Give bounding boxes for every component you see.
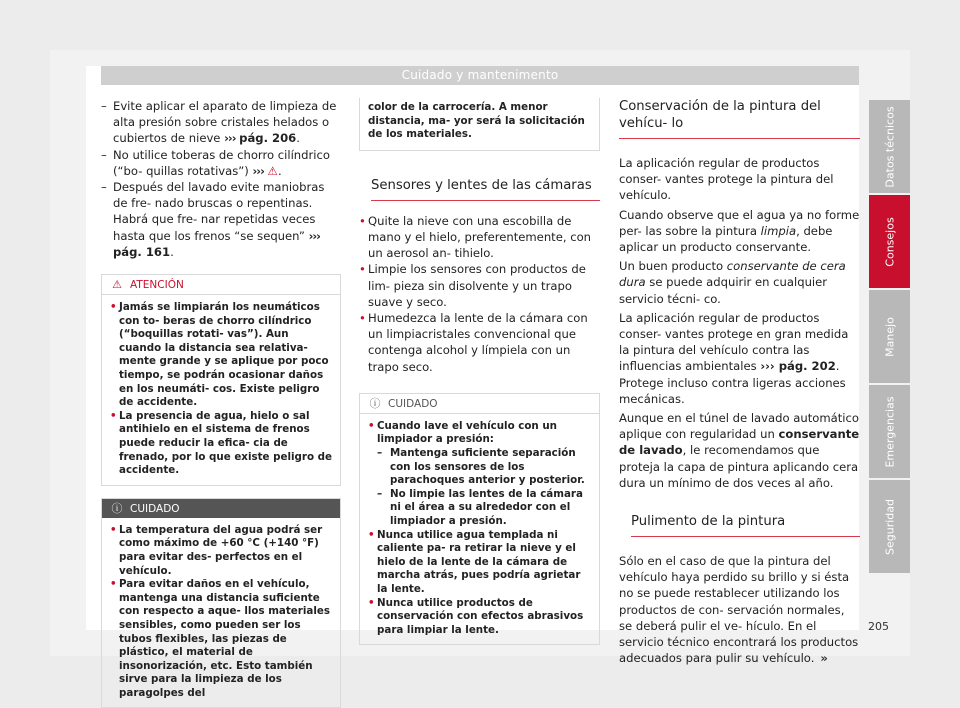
paragraph: Sólo en el caso de que la pintura del vehículo haya perdido su brillo y si ésta no se puede restablecer utilizando los productos de con- servación normales, se deberá pulir el ve- hículo. En el servicio técnico encontrará los productos adecuados para pulir su vehículo. » xyxy=(619,554,859,666)
tab-emergencias[interactable]: Emergencias xyxy=(869,385,910,478)
list-item: – Evite aplicar el aparato de limpieza de alta presión sobre cristales helados o cubiertos de nieve ››› pág. 206. xyxy=(101,98,341,147)
list-item: • La presencia de agua, hielo o sal antihielo en el sistema de frenos puede reducir la efica- cia de frenado, por lo que existe peligro de accidente. xyxy=(110,410,332,478)
list-item: • Cuando lave el vehículo con un limpiador a presión: xyxy=(368,420,591,447)
list-item: • Limpie los sensores con productos de lim- pieza sin disolvente y un trapo suave y seco. xyxy=(359,261,600,310)
caution-box-continued: color de la carrocería. A menor distancia, ma- yor será la solicitación de los materiales. xyxy=(359,98,600,151)
list-item: – No utilice toberas de chorro cilíndrico (“bo- quillas rotativas”) ››› ⚠. xyxy=(101,147,341,179)
paragraph: La aplicación regular de productos conser- vantes protege la pintura del vehículo. xyxy=(619,156,834,203)
page-reference-link[interactable]: ››› pág. 202 xyxy=(760,359,836,374)
list-item: • La temperatura del agua podrá ser como máximo de +60 °C (+140 °F) para evitar des- perfectos en el vehículo. xyxy=(110,524,332,578)
paragraph: La aplicación regular de productos conser- vantes protege en gran medida la pintura del vehículo contra las influencias ambientales ››› pág. 202. Protege incluso contra ligeras acciones mecánicas. xyxy=(619,310,849,406)
side-tabs xyxy=(869,100,910,575)
caution-box xyxy=(359,393,600,646)
list-item: • Humedezca la lente de la cámara con un limpiacristales convencional que contenga alcohol y límpiela con un trapo seco. xyxy=(359,310,600,375)
running-header: Cuidado y mantenimento xyxy=(101,66,859,85)
list-item: – Después del lavado evite maniobras de fre- nado bruscas o repentinas. Habrá que fre- nar repetidas veces hasta que los frenos “se sequen” ››› pág. 161. xyxy=(101,179,341,260)
column-3 xyxy=(619,98,860,669)
caution-body xyxy=(102,518,340,708)
list-item: • Quite la nieve con una escobilla de mano y el hielo, preferentemente, con un aerosol an- tihielo. xyxy=(359,213,600,262)
list-item: • Para evitar daños en el vehículo, mantenga una distancia suficiente con respecto a aque- llos materiales sensibles, como pueden ser los tubos flexibles, las piezas de plástico, el material de insonorización, etc. Esto también sirve para la limpieza de los paragolpes del xyxy=(110,578,332,700)
page-reference-link[interactable]: pág. 206 xyxy=(239,131,297,146)
tab-seguridad[interactable]: Seguridad xyxy=(869,480,910,573)
list-item: – No limpie las lentes de la cámara ni el área a su alrededor con el limpiador a presión. xyxy=(368,488,591,529)
caution-box xyxy=(101,498,341,708)
section-title: Pulimento de la pintura xyxy=(631,513,860,537)
list-item: • Nunca utilice agua templada ni caliente pa- ra retirar la nieve y el hielo de la lente de la cámara de marcha atrás, pues podría agrietar la lente. xyxy=(368,529,591,597)
tab-manejo[interactable]: Manejo xyxy=(869,290,910,383)
warning-triangle-icon: ⚠ xyxy=(112,278,122,292)
info-circle-icon: ⓘ xyxy=(111,501,123,515)
column-1 xyxy=(101,98,341,708)
attention-header: ⚠ ATENCIÓN xyxy=(102,275,340,295)
info-circle-icon: ⓘ xyxy=(369,396,381,410)
page-number: 205 xyxy=(868,620,889,633)
list-item: • Nunca utilice productos de conservación con efectos abrasivos para limpiar la lente. xyxy=(368,597,591,638)
section-title: Conservación de la pintura del vehícu- lo xyxy=(619,98,860,139)
tab-datos-tecnicos[interactable]: Datos técnicos xyxy=(869,100,910,193)
paragraph: Aunque en el túnel de lavado automático aplique con regularidad un conservante de lavado, le recomendamos que proteja la capa de pintura aplicando cera dura un mínimo de dos veces al año. xyxy=(619,411,860,490)
paragraph: Un buen producto conservante de cera dura se puede adquirir en cualquier servicio técni- co. xyxy=(619,259,846,306)
section-title: Sensores y lentes de las cámaras xyxy=(371,177,600,201)
continue-arrow-icon: » xyxy=(820,651,828,666)
column-2 xyxy=(359,98,600,645)
paragraph: Cuando observe que el agua ya no forme per- las sobre la pintura limpia, debe aplicar un producto conservante. xyxy=(619,207,860,255)
tab-consejos[interactable]: Consejos xyxy=(869,195,910,288)
warning-triangle-icon[interactable]: ⚠ xyxy=(267,163,278,178)
list-item: – Mantenga suficiente separación con los sensores de los parachoques anterior y posterior. xyxy=(368,447,591,488)
list-item: • Jamás se limpiarán los neumáticos con to- beras de chorro cilíndrico (“boquillas rotati- vas”). Aun cuando la distancia sea relativa- mente grande y se aplique por poco tiempo, se podrán ocasionar daños en los neumáti- cos. Existe peligro de accidente. xyxy=(110,301,332,410)
attention-box xyxy=(101,274,341,486)
caution-header: ⓘ CUIDADO xyxy=(102,499,340,518)
page-reference-link[interactable]: pág. 161 xyxy=(113,244,171,259)
caution-body xyxy=(360,414,599,645)
attention-body xyxy=(102,295,340,485)
caution-header: ⓘ CUIDADO xyxy=(360,394,599,414)
